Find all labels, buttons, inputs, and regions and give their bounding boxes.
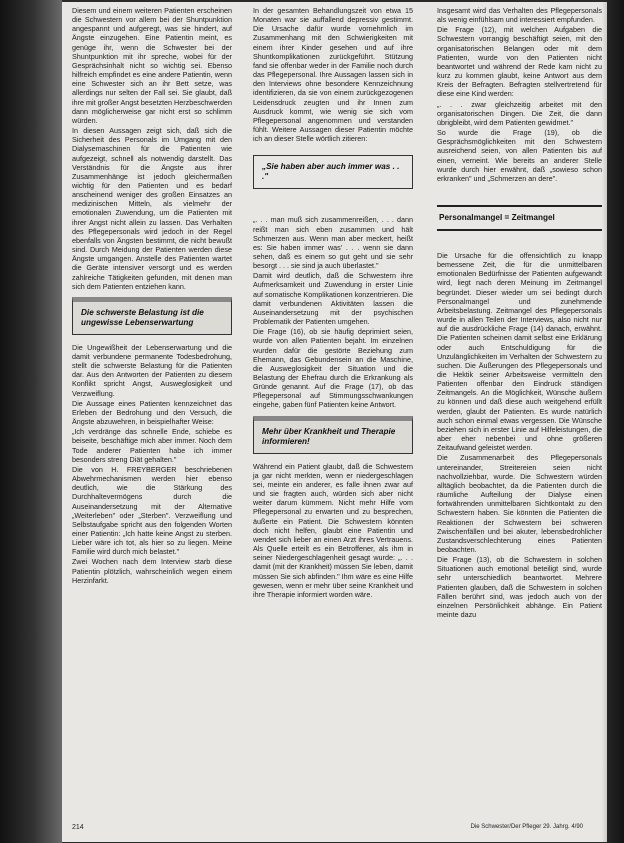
pull-quote-box: „Sie haben aber auch immer was . . ." [253, 155, 413, 189]
journal-footer: Die Schwester/Der Pfleger 29. Jahrg. 4/90 [470, 824, 583, 830]
paragraph: Diesem und einem weiteren Patienten erscheinen die Schwestern vor allem bei der Shuntpunktion angespannt und aufgeregt, was sie hindert, auf Ängste einzugehen. Eine Patientin meint, es genüge ihr, wenn die Schwester bei der Shuntpunktion mit ihr spreche, wobei für der Gesprächsinhalt nicht so wichtig sei. Ebenso hilfreich empfindet es eine andere Patientin, wenn eine Schwester sich an ihr Bett setze, was allerdings nur selten der Fall sei. Sie glaubt, daß ihre mit großer Angst besetzten Herzbeschwerden dann möglicherweise gar nicht erst so schlimm würden. [72, 6, 232, 125]
paragraph: Insgesamt wird das Verhalten des Pflegepersonals als wenig einfühlsam und interessiert empfunden. [437, 6, 602, 25]
paragraph: Die Aussage eines Patienten kennzeichnet das Erleben der Bedrohung und den Versuch, die Ängste abzuwehren, in beispielhafter Weise: [72, 398, 232, 427]
paragraph: Die Ursache für die offensichtlich zu knapp bemessene Zeit, die für die unmittelbaren emotionalen Bedürfnisse der Patienten aufgewandt wird, liegt nach deren Meinung im Zeitmangel begründet. Dieser wieder um sei bedingt durch Personalmangel und zunehmende Arbeitsbelastung. Zeitmangel des Pflegepersonals wurde in allen Teilen der Interviews, also nicht nur auf die ausdrückliche Frage (14) danach, erwähnt. Die Patienten scheinen damit selbst eine Erklärung oder auch Entschuldigung für die Unzulänglichkeiten im Verhalten der Schwestern zu suchen. Die Äußerungen des Pflegepersonals und die Hektik seiner Arbeitsweise vermitteln den Patienten offenbar den Eindruck ständigen Zeitmangels. An die Möglichkeit, Wünsche äußern zu können und daß diese auch weitgehend erfüllt werden, glaubt der Patienten. Es wurde natürlich auch schon einmal etwas vergessen. Die Wünsche beziehen sich in erster Linie auf Hilfeleistungen, die aber eher nebenbei und ohne größeren Zeitaufwand geleistet werden. [437, 250, 602, 453]
scan-shadow-left [0, 0, 62, 843]
paragraph: In diesen Aussagen zeigt sich, daß sich die Sicherheit des Personals im Umgang mit den Dialysemaschinen für die Patienten wie aufgezeigt, schnell als notwendig darstellt. Das Verständnis für die Ängste aus ihrer Zusammenhänge ist jedoch gleichermaßen wichtig für den Patienten und es bedarf anscheinend weniger des großen Einsatzes an medizinischen Mitteln, als vielmehr der emotionalen Zuwendung, um die Patienten mit ihrer Angst nicht allein zu lassen. Das Verhalten des Pflegepersonals wird jedoch in der Regel ebenfalls von Ängsten bestimmt, die nicht bewußt sind. Durch Meidung der Patienten werden diese Ängste umgangen. Anstelle des Patienten wartet die Geräte intensiver versorgt und es werden zahlreiche Tätigkeiten gefunden, mit denen man sich dem Patienten entziehen kann. [72, 126, 232, 291]
section-heading: Personalmangel = Zeitmangel [437, 205, 602, 231]
column-1 [72, 6, 232, 586]
paragraph: Zwei Wochen nach dem Interview starb diese Patientin plötzlich, wahrscheinlich wegen einem Herzinfarkt. [72, 557, 232, 585]
paragraph: Damit wird deutlich, daß die Schwestern ihre Aufmerksamkeit und Zuwendung in erster Linie auf somatische Komplikationen konzentrieren. Die damit verbundenen Aktivitäten lassen die Auseinandersetzung mit der psychischen Problematik der Patienten umgehen. [253, 271, 413, 327]
paragraph: „Ich verdränge das schnelle Ende, schiebe es beiseite, beschäftige mich aber immer. Noch dem Tode anderer Patienten habe ich immer besonders streng Diät gehalten." [72, 427, 232, 464]
column-2 [253, 6, 413, 600]
paragraph: So wurde die Frage (19), ob die Gesprächsmöglichkeiten mit den Schwestern ausreichend seien, von allen Patienten bis auf einen, verneint. Wie bereits an anderer Stelle wurde durch hier erwähnt, daß „sowieso schon erkranken" und „Schmerzen an dere". [437, 128, 602, 183]
page-number: 214 [72, 824, 84, 831]
paragraph: Die Frage (16), ob sie häufig deprimiert seien, wurde von allen Patienten bejaht. Im einzelnen wurden dafür die gestörte Beziehung zum Ehemann, das Gebundensein an die Maschine, die Ausweglosigkeit der Situation und die Belastung der Ehefrau durch die Erkrankung als Gründe genannt. Auf die Frage (17), ob das Pflegepersonal auf Stimmungsschwankungen eingehe, gaben fünf Patienten keine Antwort. [253, 327, 413, 410]
pull-quote-box: Mehr über Krankheit und Therapie informieren! [253, 416, 413, 454]
document-page [62, 2, 607, 842]
column-3 [437, 6, 602, 620]
paragraph: „. . . man muß sich zusammenreißen, . . . dann reißt man sich eben zusammen und hält Schmerzen aus. Wenn man aber meckert, heißt es: Sie haben immer was' . . . wenn sie dann sehen, daß es einem so gut geht und sie sehr besorgt . . . sie sind ja auch überlastet." [253, 215, 413, 271]
paragraph: Während ein Patient glaubt, daß die Schwestern ja gar nicht merkten, wenn er niedergeschlagen sei, meinte ein anderer, es falle ihnen zwar auf und sie fragten auch, würden sich aber nicht weiter darum kümmern. Nicht mehr Hilfe vom Pflegepersonal zu erwarten und zu besprechen, äußerte ein Patient. Die Schwestern könnten doch nicht helfen, glaubt eine Patientin und wendet sich lieber an einen Arzt ihres Vertrauens. Als Quelle erteilt es ein Betroffener, als ihm in seiner Niedergeschlagenheit gesagt wurde: „. . . damit (mit der Krankheit) müssen Sie leben, damit müssen Sie sich abfinden." Ihm wäre es eine Hilfe gewesen, wenn er mehr über seine Krankheit und ihre Therapie informiert worden wäre. [253, 461, 413, 599]
paragraph: Die Zusammenarbeit des Pflegepersonals untereinander, Streitereien seien nicht nachvollziehbar, wurde. Die Schwestern würden alltäglich beobachtet, da die Patienten durch die räumliche Aufteilung der Dialyse einen fortwährenden unmittelbaren Sichtkontakt zu den Schwestern haben. Sie könnten die Patienten die Reaktionen der Schwestern bei schweren Zwischenfällen und bei akuter, lebensbedrohlicher Zustandsverschlechterung eines Patienten beobachten. [437, 453, 602, 554]
paragraph: Die Frage (13), ob die Schwestern in solchen Situationen auch emotional beteiligt sind, wurde sehr unterschiedlich beantwortet. Mehrere Patienten glauben, daß die Schwestern in solchen Fällen berührt sind, was jedoch auch von der einzelnen Persönlichkeit abhänge. Ein Patient meinte dazu [437, 555, 602, 620]
paragraph: Die von H. FREYBERGER beschriebenen Abwehrmechanismen werden hier ebenso deutlich, wie die Stärkung des Durchhaltevermögens durch die Auseinandersetzung mit der Alternative „Weiterleben" oder „Sterben". Verzweiflung und Selbstaufgabe spricht aus den folgenden Worten einer Patientin: „Ich hatte keine Angst zu sterben. Lieber wäre ich tot, als hier so zu liegen. Meine Familie wird durch mich belastet." [72, 464, 232, 557]
paragraph: In der gesamten Behandlungszeit von etwa 15 Monaten war sie auffallend depressiv gestimmt. Die Ursache dafür wurde vornehmlich im Zusammenhang mit den Schwierigkeiten mit einem ihrer Kinder gesehen und auf ihre Shuntkomplikationen zurückgeführt. Stützung fand sie offenbar weder in der Familie noch durch das Pflegepersonal. Ihre Aussagen lassen sich in den Interviews ohne besondere Kennzeichnung identifizieren, da sie von einem zurückgezogenen Leidensdruck zeugten und ihr Innen zum Ausdruck kommt, wie wenig sie sich vom Pflegepersonal angenommen und verstanden fühlt. Weitere Aussagen dieser Patientin möchte ich an dieser Stelle wörtlich zitieren: [253, 6, 413, 144]
paragraph: Die Ungewißheit der Lebenserwartung und die damit verbundene permanente Todesbedrohung, stellt die schwerste Belastung für die Patienten dar. Aus den Antworten der Patienten zu diesem Konflikt spricht Angst, Ausweglosigkeit und Verzweiflung. [72, 342, 232, 398]
paragraph: Die Frage (12), mit welchen Aufgaben die Schwestern vorrangig beschäftigt seien, mit den organisatorischen Belangen oder mit dem Patienten, wurde von den Patienten nicht beantwortet und während der Rede kam nicht zu kurz zu kommen glaubt, keine Antwort aus dem Kreis der Befragten. Befragten stellvertretend für diese eine Kind werden: [437, 25, 602, 99]
paragraph: „. . . zwar gleichzeitig arbeitet mit den organisatorischen Dingen. Die Zeit, die dann übrigbleibt, wird dem Patienten gewidmet." [437, 99, 602, 127]
pull-quote-box: Die schwerste Belastung ist die ungewisse Lebenserwartung [72, 297, 232, 335]
